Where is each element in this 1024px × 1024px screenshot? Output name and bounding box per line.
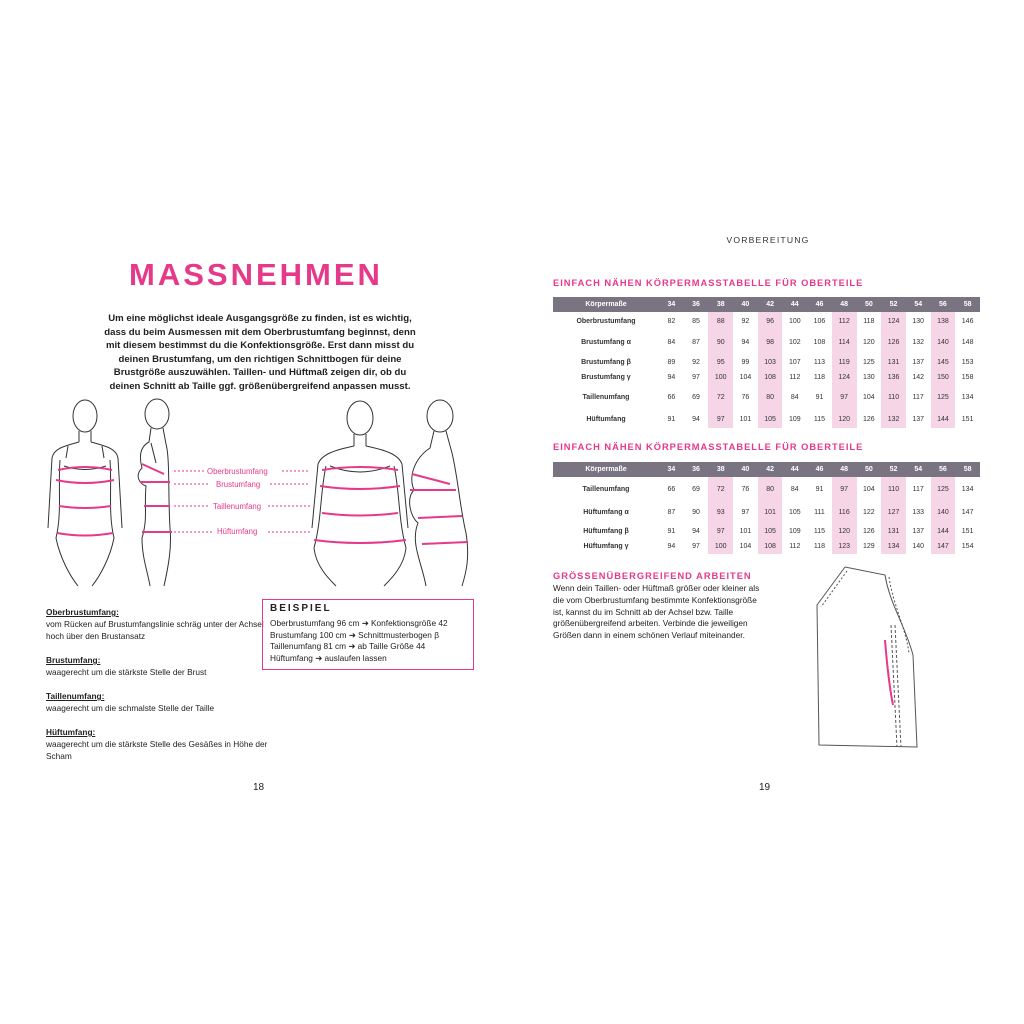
label-hueftumfang: Hüftumfang bbox=[217, 527, 258, 536]
table-cell: 94 bbox=[667, 374, 676, 381]
table-row bbox=[553, 410, 980, 428]
table-cell: 125 bbox=[931, 385, 956, 410]
table-cell: 107 bbox=[788, 359, 801, 366]
table-cell: 120 bbox=[863, 339, 875, 346]
table-cell: 125 bbox=[931, 477, 956, 501]
table-cell: 88 bbox=[708, 312, 733, 330]
table-row-label: Hüftumfang α bbox=[583, 509, 629, 516]
table-cell: 84 bbox=[790, 485, 799, 493]
table-cell: 115 bbox=[813, 415, 826, 423]
table-cell: 105 bbox=[758, 410, 783, 428]
table-cell: 134 bbox=[961, 485, 974, 493]
example-line: Brustumfang 100 cm ➜ Schnittmusterbogen β bbox=[270, 629, 439, 640]
table-cell: 132 bbox=[881, 410, 906, 428]
table-header-size: 42 bbox=[758, 462, 783, 477]
table-cell: 105 bbox=[788, 509, 801, 516]
table-row-label: Brustumfang α bbox=[581, 339, 631, 346]
table-header-size: 34 bbox=[659, 462, 684, 477]
def-text: waagerecht um die stärkste Stelle der Brust bbox=[46, 667, 207, 677]
measurement-table-1 bbox=[553, 297, 980, 428]
table-cell: 101 bbox=[739, 528, 752, 535]
example-heading: BEISPIEL bbox=[270, 603, 332, 614]
table-cell: 137 bbox=[912, 528, 925, 535]
table-cell: 100 bbox=[708, 370, 733, 385]
table-cell: 85 bbox=[692, 317, 700, 325]
table-header-size: 38 bbox=[708, 462, 733, 477]
table-cell: 120 bbox=[832, 524, 857, 539]
table-cell: 93 bbox=[708, 501, 733, 524]
table-cell: 126 bbox=[881, 330, 906, 355]
page-number-right: 19 bbox=[759, 782, 771, 793]
table-cell: 94 bbox=[667, 543, 676, 550]
table-cell: 110 bbox=[881, 477, 906, 501]
table-cell: 91 bbox=[815, 485, 824, 493]
table-row bbox=[553, 312, 980, 330]
table-row bbox=[553, 477, 980, 501]
table-cell: 94 bbox=[692, 528, 700, 535]
table-cell: 124 bbox=[881, 312, 906, 330]
table-cell: 136 bbox=[881, 370, 906, 385]
table-header-size: 44 bbox=[782, 297, 807, 312]
table-cell: 140 bbox=[931, 501, 956, 524]
table-cell: 99 bbox=[741, 359, 750, 366]
table-cell: 106 bbox=[813, 317, 826, 325]
gross-text: Wenn dein Taillen- oder Hüftmaß größer oder kleiner als die vom Oberbrustumfang bestimmte Konfektionsgröße ist, kannst du im Schnitt ab der Achsel bzw. Taille größenübergreifend arbeiten. Verbinde die jeweiligen Größen dann in einem schönen Verlauf miteinander. bbox=[553, 583, 760, 641]
table-row-label: Brustumfang β bbox=[581, 359, 631, 366]
table-header-size: 46 bbox=[807, 462, 832, 477]
table-cell: 150 bbox=[931, 370, 956, 385]
table-cell: 130 bbox=[912, 317, 925, 325]
table-cell: 91 bbox=[815, 394, 824, 401]
table-cell: 127 bbox=[881, 501, 906, 524]
table-cell: 114 bbox=[832, 330, 857, 355]
table-cell: 108 bbox=[813, 339, 826, 346]
table-row-label: Oberbrustumfang bbox=[576, 317, 636, 325]
example-box bbox=[262, 599, 474, 670]
table-header-size: 54 bbox=[906, 297, 931, 312]
table-cell: 145 bbox=[931, 355, 956, 370]
table-row-label: Taillenumfang bbox=[582, 394, 630, 401]
table-cell: 137 bbox=[912, 359, 925, 366]
table-header-size: 58 bbox=[955, 297, 980, 312]
gross-title: GRÖSSENÜBERGREIFEND ARBEITEN bbox=[553, 571, 752, 581]
table-cell: 96 bbox=[758, 312, 783, 330]
table-cell: 82 bbox=[667, 317, 676, 325]
table-cell: 151 bbox=[961, 415, 974, 423]
table-cell: 138 bbox=[931, 312, 956, 330]
table-cell: 132 bbox=[912, 339, 925, 346]
table-header-size: 44 bbox=[782, 462, 807, 477]
table-cell: 101 bbox=[758, 501, 783, 524]
table-header-size: 50 bbox=[857, 462, 882, 477]
table-header-size: 50 bbox=[857, 297, 882, 312]
table-header-size: 36 bbox=[684, 462, 709, 477]
table-row-label: Taillenumfang bbox=[582, 485, 630, 493]
table-header-size: 58 bbox=[955, 462, 980, 477]
table-row-label: Hüftumfang β bbox=[583, 528, 629, 535]
table-cell: 94 bbox=[741, 339, 750, 346]
table-cell: 123 bbox=[832, 539, 857, 554]
table-cell: 112 bbox=[832, 312, 857, 330]
def-text: vom Rücken auf Brustumfangslinie schräg unter der Achsel hoch über den Brustansatz bbox=[46, 619, 264, 641]
def-term: Taillenumfang: bbox=[46, 691, 105, 701]
table-header-label: Körpermaße bbox=[553, 462, 659, 477]
table-cell: 80 bbox=[758, 385, 783, 410]
table-cell: 90 bbox=[708, 330, 733, 355]
figure-curvy-front bbox=[312, 401, 408, 586]
table-cell: 144 bbox=[931, 524, 956, 539]
table-cell: 142 bbox=[912, 374, 925, 381]
table-cell: 89 bbox=[667, 359, 676, 366]
table-cell: 101 bbox=[739, 415, 752, 423]
label-brustumfang: Brustumfang bbox=[216, 480, 261, 489]
table-header-size: 38 bbox=[708, 297, 733, 312]
table-header-size: 40 bbox=[733, 297, 758, 312]
table-header-size: 56 bbox=[931, 462, 956, 477]
table-header-size: 42 bbox=[758, 297, 783, 312]
table-header-size: 52 bbox=[881, 462, 906, 477]
table-cell: 140 bbox=[912, 543, 925, 550]
table-cell: 119 bbox=[832, 355, 857, 370]
table-cell: 125 bbox=[863, 359, 875, 366]
table-cell: 126 bbox=[863, 528, 875, 535]
table-cell: 87 bbox=[667, 509, 676, 516]
table-cell: 98 bbox=[758, 330, 783, 355]
table-cell: 126 bbox=[863, 415, 875, 423]
table-header-size: 48 bbox=[832, 297, 857, 312]
table-cell: 104 bbox=[863, 485, 875, 493]
table-cell: 131 bbox=[881, 524, 906, 539]
table-cell: 97 bbox=[832, 385, 857, 410]
table-cell: 100 bbox=[788, 317, 801, 325]
table-cell: 102 bbox=[788, 339, 801, 346]
table-cell: 87 bbox=[692, 339, 700, 346]
page-number-left: 18 bbox=[253, 782, 265, 793]
table-row bbox=[553, 330, 980, 355]
table-cell: 129 bbox=[863, 543, 875, 550]
table-header-size: 52 bbox=[881, 297, 906, 312]
table-cell: 148 bbox=[961, 339, 974, 346]
table-cell: 130 bbox=[863, 374, 875, 381]
table-cell: 97 bbox=[741, 509, 750, 516]
table-cell: 124 bbox=[832, 370, 857, 385]
table-header-label: Körpermaße bbox=[553, 297, 659, 312]
table-cell: 66 bbox=[667, 394, 676, 401]
table-row bbox=[553, 501, 980, 524]
table-cell: 120 bbox=[832, 410, 857, 428]
label-oberbrustumfang: Oberbrustumfang bbox=[207, 467, 268, 476]
table-cell: 91 bbox=[667, 415, 676, 423]
def-text: waagerecht um die schmalste Stelle der Taille bbox=[46, 703, 215, 713]
example-line: Hüftumfang ➜ auslaufen lassen bbox=[270, 653, 387, 664]
figure-slim-front bbox=[48, 400, 122, 586]
running-head: VORBEREITUNG bbox=[726, 235, 810, 245]
table-cell: 103 bbox=[758, 355, 783, 370]
table-header-size: 34 bbox=[659, 297, 684, 312]
table-cell: 80 bbox=[758, 477, 783, 501]
table-cell: 105 bbox=[758, 524, 783, 539]
table-cell: 76 bbox=[741, 394, 750, 401]
intro-text: Um eine möglichst ideale Ausgangsgröße zu finden, ist es wichtig, dass du beim Ausmessen mit dem Oberbrustumfang beginnst, denn mit diesem bestimmst du die Konfektionsgröße. Erst dann misst du deinen Brustumfang, um den richtigen Schnittbogen für deine Brustgröße auszuwählen. Taillen- und Hüftmaß zeigen dir, ob du deinen Schnitt ab Taille ggf. größenübergreifend anpassen musst. bbox=[104, 313, 416, 392]
table-cell: 116 bbox=[832, 501, 857, 524]
table-cell: 72 bbox=[708, 385, 733, 410]
label-taillenumfang: Taillenumfang bbox=[213, 502, 262, 511]
table-row-label: Hüftumfang bbox=[586, 415, 626, 423]
example-line: Oberbrustumfang 96 cm ➜ Konfektionsgröße 42 bbox=[270, 617, 448, 628]
table-cell: 118 bbox=[863, 317, 875, 325]
table-cell: 94 bbox=[692, 415, 700, 423]
table-header-size: 48 bbox=[832, 462, 857, 477]
def-term: Brustumfang: bbox=[46, 655, 101, 665]
table-cell: 104 bbox=[863, 394, 875, 401]
table-row-label: Hüftumfang γ bbox=[583, 543, 629, 550]
table-cell: 84 bbox=[790, 394, 799, 401]
table-row bbox=[553, 370, 980, 385]
table-cell: 69 bbox=[692, 394, 700, 401]
table-cell: 109 bbox=[788, 528, 801, 535]
table-cell: 115 bbox=[813, 528, 826, 535]
table-cell: 140 bbox=[931, 330, 956, 355]
table-cell: 146 bbox=[961, 317, 974, 325]
definitions bbox=[46, 606, 276, 774]
table-cell: 97 bbox=[832, 477, 857, 501]
table-cell: 133 bbox=[912, 509, 925, 516]
table-cell: 109 bbox=[788, 415, 801, 423]
table-cell: 131 bbox=[881, 355, 906, 370]
pattern-drawing bbox=[805, 565, 925, 755]
table-cell: 117 bbox=[912, 394, 924, 401]
table-cell: 134 bbox=[881, 539, 906, 554]
table2-title: EINFACH NÄHEN KÖRPERMASSTABELLE FÜR OBERTEILE bbox=[553, 442, 864, 452]
table-cell: 95 bbox=[708, 355, 733, 370]
table-cell: 76 bbox=[741, 485, 750, 493]
table-cell: 90 bbox=[692, 509, 700, 516]
table-cell: 69 bbox=[692, 485, 700, 493]
measurement-table-2 bbox=[553, 462, 980, 554]
table-header-size: 54 bbox=[906, 462, 931, 477]
table-cell: 100 bbox=[708, 539, 733, 554]
table-row-label: Brustumfang γ bbox=[581, 374, 631, 381]
table-header-size: 36 bbox=[684, 297, 709, 312]
table-row bbox=[553, 385, 980, 410]
def-text: waagerecht um die stärkste Stelle des Gesäßes in Höhe der Scham bbox=[46, 739, 268, 761]
table-cell: 147 bbox=[931, 539, 956, 554]
table-row bbox=[553, 539, 980, 554]
table-cell: 118 bbox=[813, 543, 826, 550]
table-cell: 112 bbox=[789, 543, 801, 550]
def-term: Oberbrustumfang: bbox=[46, 607, 119, 617]
table-cell: 110 bbox=[881, 385, 906, 410]
table-cell: 108 bbox=[758, 539, 783, 554]
table-cell: 91 bbox=[667, 528, 676, 535]
table-header-size: 40 bbox=[733, 462, 758, 477]
def-term: Hüftumfang: bbox=[46, 727, 96, 737]
table-cell: 72 bbox=[708, 477, 733, 501]
table-cell: 154 bbox=[961, 543, 974, 550]
table-cell: 122 bbox=[863, 509, 875, 516]
table-cell: 117 bbox=[912, 485, 924, 493]
table-cell: 112 bbox=[789, 374, 801, 381]
table-row bbox=[553, 355, 980, 370]
table-header-size: 56 bbox=[931, 297, 956, 312]
figure-curvy-side bbox=[410, 400, 468, 586]
table-cell: 108 bbox=[758, 370, 783, 385]
table-cell: 92 bbox=[692, 359, 700, 366]
table-cell: 118 bbox=[813, 374, 826, 381]
table-cell: 134 bbox=[961, 394, 974, 401]
table-cell: 104 bbox=[739, 543, 752, 550]
table-cell: 104 bbox=[739, 374, 752, 381]
example-line: Taillenumfang 81 cm ➜ ab Taille Größe 44 bbox=[270, 641, 426, 652]
table-cell: 113 bbox=[813, 359, 826, 366]
table-cell: 97 bbox=[708, 524, 733, 539]
table-cell: 84 bbox=[667, 339, 676, 346]
figure-slim-side bbox=[138, 399, 170, 586]
table-cell: 153 bbox=[961, 359, 974, 366]
table-cell: 151 bbox=[961, 528, 974, 535]
table-cell: 147 bbox=[961, 509, 974, 516]
table-header-size: 46 bbox=[807, 297, 832, 312]
table-row bbox=[553, 524, 980, 539]
table-cell: 144 bbox=[931, 410, 956, 428]
table-cell: 158 bbox=[961, 374, 974, 381]
page-title: MASSNEHMEN bbox=[129, 257, 383, 292]
table-cell: 97 bbox=[708, 410, 733, 428]
table-cell: 97 bbox=[692, 374, 700, 381]
table-cell: 97 bbox=[692, 543, 700, 550]
table-cell: 92 bbox=[741, 317, 750, 325]
table1-title: EINFACH NÄHEN KÖRPERMASSTABELLE FÜR OBERTEILE bbox=[553, 278, 864, 288]
table-cell: 137 bbox=[912, 415, 925, 423]
table-cell: 66 bbox=[667, 485, 676, 493]
body-measurement-figures bbox=[30, 398, 490, 588]
table-cell: 111 bbox=[814, 509, 825, 516]
